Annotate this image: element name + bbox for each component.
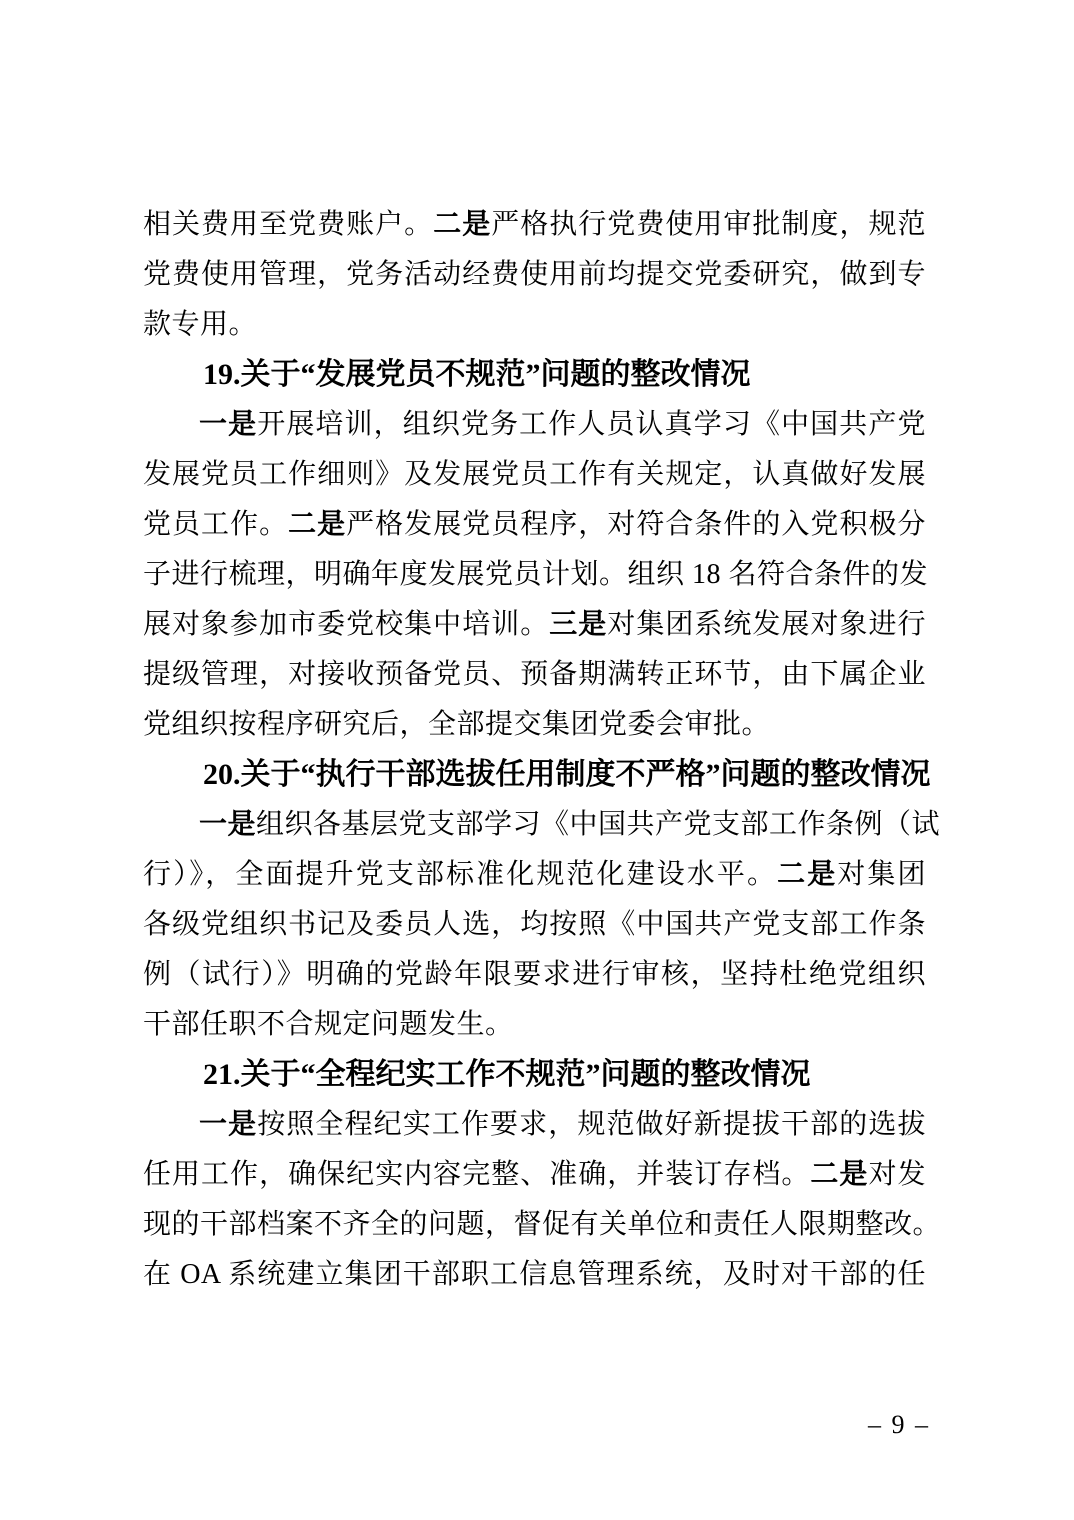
text-line <box>143 850 926 900</box>
heading-line <box>143 350 926 400</box>
text-line <box>143 600 926 650</box>
page-number: – 9 – <box>868 1410 930 1439</box>
text-line <box>143 800 941 850</box>
text-segment: 在 OA 系统建立集团干部职工信息管理系统，及时对干部的任 <box>143 1259 926 1290</box>
bold-text-segment: 二是 <box>777 859 838 890</box>
bold-text-segment: 21.关于“全程纪实工作不规范”问题的整改情况 <box>203 1058 811 1091</box>
bold-text-segment: 三是 <box>549 609 608 640</box>
bold-text-segment: 二是 <box>288 509 347 540</box>
text-line <box>143 1250 926 1300</box>
text-segment: 展对象参加市委党校集中培训。 <box>143 609 550 640</box>
text-segment: 对集团 <box>837 859 926 890</box>
heading-line <box>143 750 931 800</box>
text-segment: 严格执行党费使用审批制度，规范 <box>491 209 926 240</box>
text-line <box>143 200 926 250</box>
text-segment: 发展党员工作细则》及发展党员工作有关规定，认真做好发展 <box>143 459 926 490</box>
text-segment: 干部任职不合规定问题发生。 <box>143 1009 514 1040</box>
text-segment: 对发 <box>868 1159 926 1190</box>
text-line <box>143 500 926 550</box>
text-segment: 严格发展党员程序，对符合条件的入党积极分 <box>346 509 926 540</box>
text-segment: 提级管理，对接收预备党员、预备期满转正环节，由下属企业 <box>143 659 926 690</box>
text-segment: 开展培训，组织党务工作人员认真学习《中国共产党 <box>257 409 926 440</box>
text-line <box>143 550 929 600</box>
text-segment: 组织各基层党支部学习《中国共产党支部工作条例（试 <box>256 809 941 840</box>
text-line <box>143 1150 926 1200</box>
text-segment: 党组织按程序研究后，全部提交集团党委会审批。 <box>143 709 771 740</box>
text-line <box>143 300 926 350</box>
text-line <box>143 950 926 1000</box>
text-segment: 行）》，全面提升党支部标准化规范化建设水平。 <box>143 859 778 890</box>
heading-line <box>143 1050 926 1100</box>
bold-text-segment: 19.关于“发展党员不规范”问题的整改情况 <box>203 358 751 391</box>
text-segment: 按照全程纪实工作要求，规范做好新提拔干部的选拔 <box>257 1109 926 1140</box>
text-line <box>143 250 926 300</box>
bold-text-segment: 二是 <box>433 209 492 240</box>
bold-text-segment: 一是 <box>199 409 258 440</box>
text-segment: 相关费用至党费账户。 <box>143 209 434 240</box>
text-line <box>143 1200 942 1250</box>
text-segment: 党员工作。 <box>143 509 289 540</box>
text-segment: 对集团系统发展对象进行 <box>607 609 926 640</box>
document-body <box>143 200 942 1300</box>
text-line <box>143 1000 926 1050</box>
text-segment: 任用工作，确保纪实内容完整、准确，并装订存档。 <box>143 1159 811 1190</box>
bold-text-segment: 二是 <box>810 1159 869 1190</box>
text-segment: 各级党组织书记及委员人选，均按照《中国共产党支部工作条 <box>143 909 926 940</box>
text-segment: 党费使用管理，党务活动经费使用前均提交党委研究，做到专 <box>143 259 926 290</box>
text-segment: 例（试行）》明确的党龄年限要求进行审核，坚持杜绝党组织 <box>143 959 926 990</box>
text-segment: 款专用。 <box>143 309 258 340</box>
bold-text-segment: 20.关于“执行干部选拔任用制度不严格”问题的整改情况 <box>203 758 931 791</box>
text-line <box>143 400 926 450</box>
bold-text-segment: 一是 <box>199 1109 258 1140</box>
text-line <box>143 700 926 750</box>
text-line <box>143 900 926 950</box>
text-segment: 子进行梳理，明确年度发展党员计划。组织 18 名符合条件的发 <box>143 559 929 590</box>
text-line <box>143 1100 926 1150</box>
text-line <box>143 450 926 500</box>
text-segment: 现的干部档案不齐全的问题，督促有关单位和责任人限期整改。 <box>143 1209 942 1240</box>
bold-text-segment: 一是 <box>199 809 257 840</box>
text-line <box>143 650 926 700</box>
